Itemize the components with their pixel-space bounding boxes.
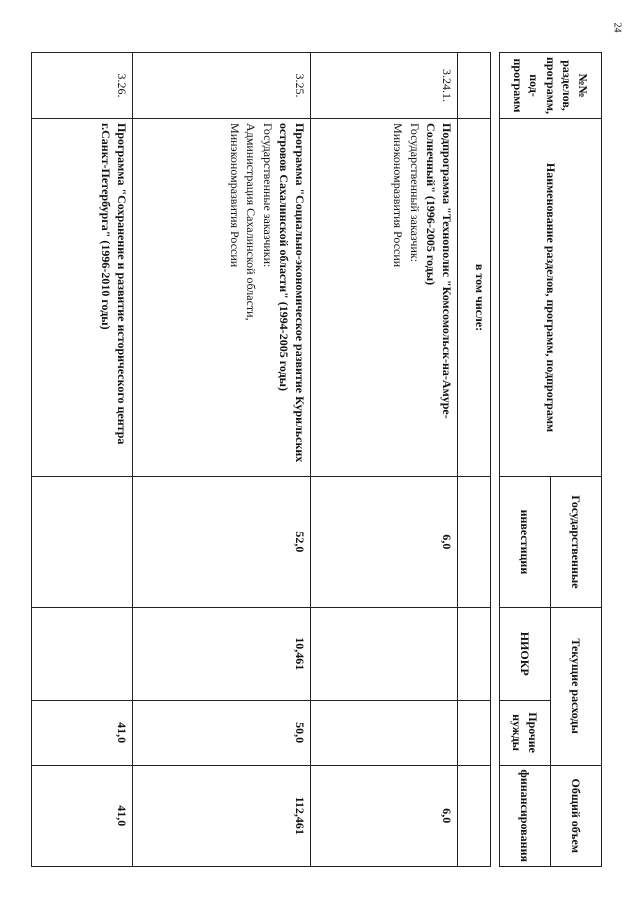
row-name (32, 119, 133, 477)
row-investments (458, 477, 491, 608)
row-other: 41,0 (32, 700, 133, 765)
header-current-expenses: Текущие расходы (551, 607, 602, 765)
financing-table (31, 52, 602, 867)
row-program-title: Подпрограмма "Технополис "Комсомольск-на-Амуре-Солнечный" (1996-2005 годы) (423, 123, 454, 419)
row-other: 50,0 (133, 700, 311, 765)
header-section-name: Наименование разделов, программ, подпрограмм (500, 119, 602, 477)
row-number: 3.26. (32, 53, 133, 119)
row-niokr: 10,461 (133, 607, 311, 700)
rotated-table-wrapper (37, 52, 602, 867)
header-row-top (551, 53, 602, 867)
header-total-top: Общий объем (551, 765, 602, 867)
row-customer: Администрация Сахалинской области, (244, 123, 259, 321)
header-niokr: НИОКР (500, 607, 551, 700)
row-customer: Минэкономразвития России (228, 123, 243, 268)
row-total: 6,0 (311, 765, 458, 867)
header-investments: инвестиции (500, 477, 551, 608)
row-customer: Минэкономразвития России (391, 123, 406, 268)
row-program-title: Программа "Сохранение и развитие исторического центра г.Санкт-Петербурга" (1996-2010 годы) (98, 123, 129, 445)
table-row (458, 53, 491, 867)
row-investments: 6,0 (311, 477, 458, 608)
row-other (311, 700, 458, 765)
header-investments-top: Государственные (551, 477, 602, 608)
row-number: 3.24.1. (311, 53, 458, 119)
row-program-title: Программа "Социально-экономическое развитие Курильских островов Сахалинской области" (1994-2005 годы) (276, 123, 307, 463)
row-niokr (32, 607, 133, 700)
row-investments (32, 477, 133, 608)
row-number (458, 53, 491, 119)
row-number: 3.25. (133, 53, 311, 119)
row-other (458, 700, 491, 765)
row-total: 41,0 (32, 765, 133, 867)
table-row (311, 53, 458, 867)
row-investments: 52,0 (133, 477, 311, 608)
row-name: в том числе: (458, 119, 491, 477)
row-name (133, 119, 311, 477)
header-total: финансирования (500, 765, 551, 867)
header-gap (491, 53, 500, 867)
table-row (133, 53, 311, 867)
row-niokr (458, 607, 491, 700)
row-niokr (311, 607, 458, 700)
row-customer-label: Государственный заказчик: (407, 123, 422, 263)
row-customer-label: Государственные заказчики: (260, 123, 275, 268)
table-row (32, 53, 133, 867)
header-section-number: №№ разделов, программ, под-программ (500, 53, 602, 119)
row-total: 112,461 (133, 765, 311, 867)
row-name (311, 119, 458, 477)
page-number: 24 (611, 22, 623, 33)
header-other-needs: Прочие нужды (500, 700, 551, 765)
row-total (458, 765, 491, 867)
